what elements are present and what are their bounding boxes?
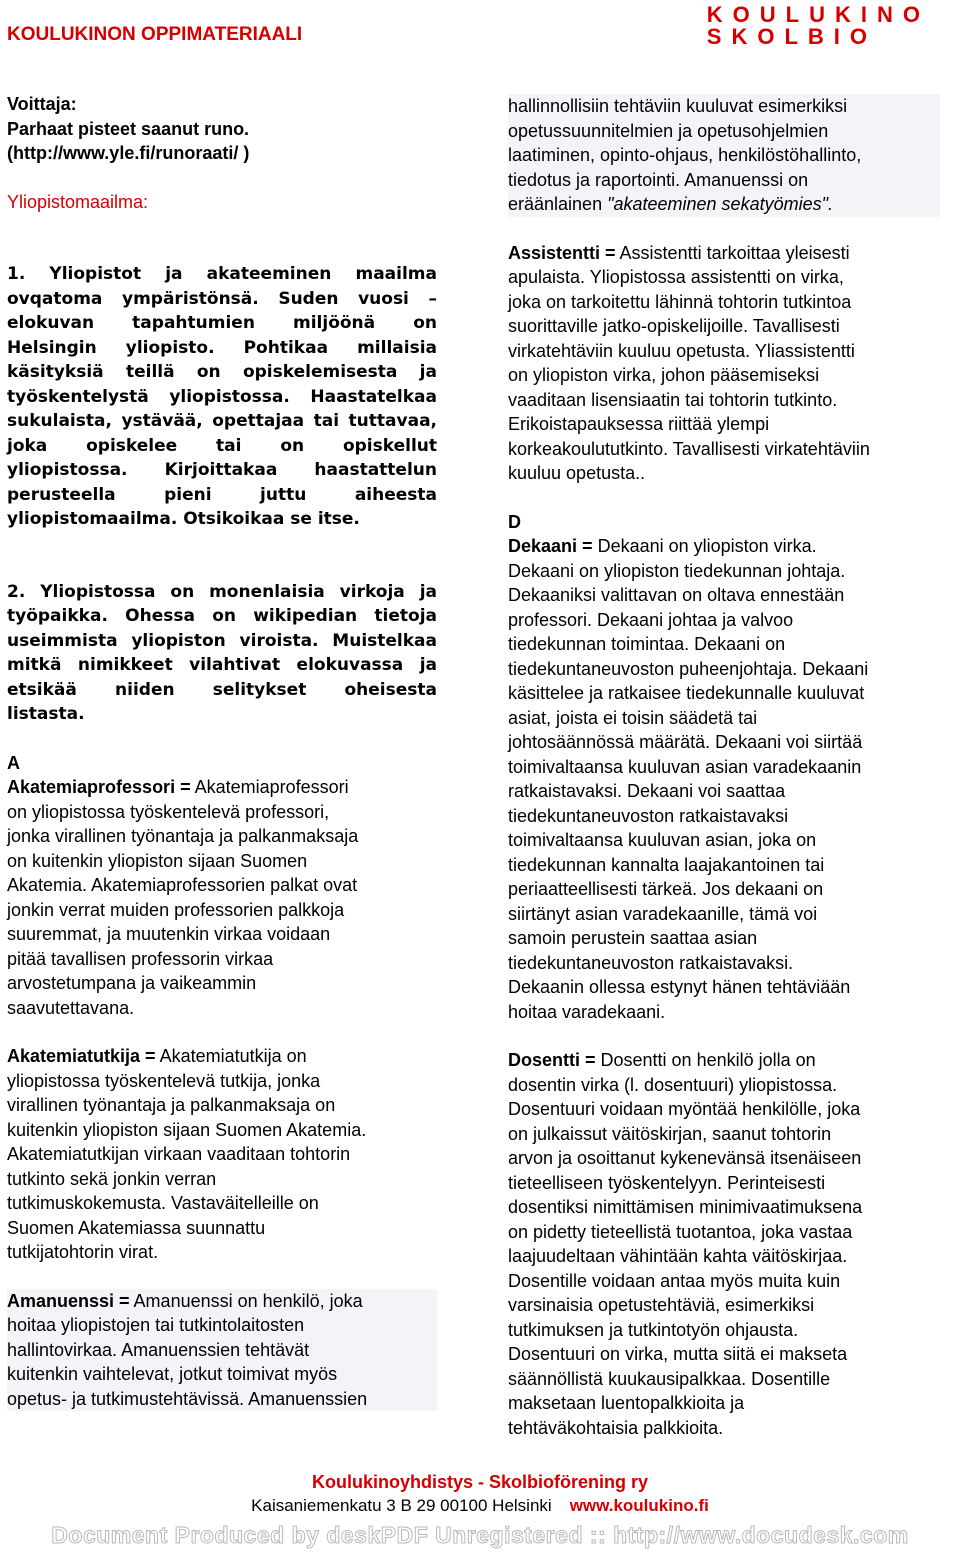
entry-line: korkeakoulututkinto. Tavallisesti virkatehtäviin [508,438,870,459]
task-line: Helsingin yliopisto. Pohtikaa millaisia [7,337,437,358]
watermark: Document Produced by deskPDF Unregistered :: http://www.docudesk.com [51,1522,909,1548]
entry-line: tutkimuksen ja tutkintotyön ohjausta. [508,1319,799,1340]
entry-line: Assistentti tarkoittaa yleisesti [615,242,850,263]
entry-line: virkatehtäviin kuuluu opetusta. Yliassistentti [508,340,855,361]
entry-line: toimivaltaansa kuuluvan asian, joka on [508,830,817,850]
task-2 [7,580,437,727]
logo-line-2: SKOLBIO [706,24,878,49]
task-line: elokuvan tapahtumien miljöönä on [7,313,437,333]
entry-line: Dosentti on henkilö jolla on [595,1050,816,1070]
koulukino-logo [707,4,930,48]
entry-line: on julkaissut väitöskirjan, saanut tohtorin [508,1123,832,1144]
entry-line: tiedekunnan toimintaa. Dekaani on [508,634,786,654]
entry-line: hallintovirkaa. Amanuenssien tehtävät [7,1339,310,1360]
entry-line: tutkimuskokemusta. Vastaväitelleille on [7,1193,319,1213]
entry-line: hallinnollisiin tehtäviin kuuluvat esimerkiksi [508,96,848,116]
entry-line: yliopistossa työskentelevä tutkija, jonka [7,1070,321,1091]
entry-akatemiaprofessori [7,775,437,1020]
task-line: mitkä nimikkeet vilahtivat elokuvassa ja [7,655,437,675]
entry-line: opetus- ja tutkimustehtävissä. Amanuenssien [7,1388,368,1409]
entry-line: jonka virallinen työnantaja ja palkanmaksaja [7,826,359,846]
entry-line: saavutettavana. [7,997,135,1018]
task-line: joka opiskelee tai on opiskellut [7,435,437,456]
entry-line: tiedekuntaneuvoston ratkaistavaksi [508,805,789,826]
entry-term: Akatemiaprofessori = [7,777,191,797]
entry-line: Dosentuuri voidaan myöntää henkilölle, joka [508,1099,861,1119]
entry-line: asiat, joista ei toisin säädetä tai [508,707,758,728]
entry-line: arvostetumpana ja vaikeammin [7,973,257,993]
entry-term: Dosentti = [508,1050,596,1070]
entry-line: tiedotus ja raportointi. Amanuenssi on [508,169,809,190]
entry-line: hoitaa yliopistojen tai tutkintolaitosten [7,1315,305,1335]
entry-assistentti [508,241,940,486]
entry-line: Dekaaniksi valittavan on oltava ennestään [508,585,845,605]
entry-line: Amanuenssi on henkilö, joka [129,1290,363,1311]
letter-a-heading: A [7,752,20,773]
entry-line: Akatemiatutkijan virkaan vaaditaan tohtorin [7,1144,351,1164]
entry-line: pitää tavallisen professorin virkaa [7,948,274,969]
entry-line: suorittaville jatko-opiskelijoille. Tavallisesti [508,316,840,336]
quote-text: "akateeminen sekatyömies". [607,194,833,214]
entry-line: tiedekunnan kannalta laajakantoinen tai [508,854,825,875]
task-line: yliopistossa. Kirjoittakaa haastattelun [7,460,437,480]
entry-line: professori. Dekaani johtaa ja valvoo [508,609,794,630]
entry-line: Dekaanin ollessa estynyt hänen tehtäviään [508,977,851,997]
entry-term: Amanuenssi = [7,1290,130,1311]
left-column [7,92,437,1411]
entry-line: dosentiksi nimittämisen minimivaatimuksena [508,1197,863,1217]
entry-line: on yliopiston virka, johon pääsemiseksi [508,365,820,385]
footer-address-line [0,1496,960,1516]
winner-label: Voittaja: [7,94,77,114]
entry-line: jonkin verrat muiden professorien palkkoja [7,899,345,920]
entry-dosentti [508,1048,940,1440]
entry-line: opetussuunnitelmien ja opetusohjelmien [508,120,829,141]
entry-line: vaaditaan lisensiaatin tai tohtorin tutkinto. [508,389,838,410]
entry-line: periaatteellisesti tärkeä. Jos dekaani on [508,879,824,899]
entry-line: samoin perustein saattaa asian [508,928,758,948]
entry-line: eräänlainen [508,194,608,214]
entry-line: dosentin virka (l. dosentuuri) yliopistossa. [508,1074,838,1095]
task-line: listasta. [7,704,85,724]
letter-d-heading: D [508,511,521,532]
entry-line: Dosentille voidaan antaa myös muita kuin [508,1270,841,1291]
winner-line: Parhaat pisteet saanut runo. [7,118,250,139]
entry-amanuenssi-continued [508,94,940,217]
entry-line: laatiminen, opinto-ohjaus, henkilöstöhallinto, [508,145,862,165]
footer-address: Kaisaniemenkatu 3 B 29 00100 Helsinki [251,1496,552,1515]
winner-link[interactable]: (http://www.yle.fi/runoraati/ ) [7,143,250,163]
entry-line: Dekaani on yliopiston virka. [592,536,817,556]
entry-line: maksetaan luentopalkkioita ja [508,1393,745,1413]
entry-line: hoitaa varadekaani. [508,1001,666,1022]
logo-line-1: KOULUKINO [706,2,930,27]
entry-term: Assistentti = [508,242,616,263]
section-heading: Yliopistomaailma: [7,191,149,212]
entry-term: Dekaani = [508,536,593,556]
header-title: KOULUKINON OPPIMATERIAALI [7,24,303,45]
entry-dekaani [508,534,940,1024]
entry-line: ratkaistavaksi. Dekaani voi saattaa [508,781,786,801]
entry-line: tehtäväkohtaisia palkkioita. [508,1417,724,1438]
entry-line: on kuitenkin yliopiston sijaan Suomen [7,850,308,871]
entry-line: arvon ja osoittanut kykenevänsä itsenäiseen [508,1148,862,1168]
task-line: ovqatoma ympäristönsä. Suden vuosi – [7,288,437,309]
entry-line: Akatemiatutkija on [155,1046,307,1066]
entry-line: Dekaani on yliopiston tiedekunnan johtaja. [508,560,846,581]
entry-line: säännöllistä kuukausipalkkaa. Dosentille [508,1368,831,1389]
task-line: yliopistomaailma. Otsikoikaa se itse. [7,509,360,529]
footer-org: Koulukinoyhdistys - Skolbioförening ry [311,1472,649,1492]
entry-line: Akatemia. Akatemiaprofessorien palkat ovat [7,875,358,895]
entry-line: on pidetty tieteellistä tuotantoa, joka vastaa [508,1221,853,1242]
entry-line: Akatemiaprofessori [190,777,349,797]
entry-line: tiedekuntaneuvoston puheenjohtaja. Dekaani [508,658,869,679]
entry-line: Dosentuuri on virka, mutta siitä ei makseta [508,1344,848,1364]
task-line: käsityksiä teillä on opiskelemisesta ja [7,362,437,382]
entry-line: virallinen työnantaja ja palkanmaksaja on [7,1095,336,1115]
entry-amanuenssi [7,1289,437,1412]
entry-line: apulaista. Yliopistossa assistentti on virka, [508,267,844,287]
entry-line: joka on tarkoitettu lähinnä tohtorin tutkintoa [508,291,852,312]
task-line: työpaikka. Ohessa on wikipedian tietoja [7,606,437,626]
task-line: työskentelystä yliopistossa. Haastatelkaa [7,386,437,407]
entry-line: kuitenkin vaihtelevat, jotkut toimivat myös [7,1364,338,1384]
entry-line: tutkijatohtorin virat. [7,1242,159,1262]
right-column [508,94,940,1440]
entry-line: laajuudeltaan vähintään kahta väitöskirjaa. [508,1246,848,1266]
entry-line: Suomen Akatemiassa suunnattu [7,1217,266,1238]
entry-line: on yliopistossa työskentelevä professori, [7,801,330,822]
entry-line: tieteelliseen työskentelyyn. Perinteisesti [508,1172,826,1193]
entry-line: kuitenkin yliopiston sijaan Suomen Akatemia. [7,1119,367,1140]
entry-term: Akatemiatutkija = [7,1046,156,1066]
entry-line: kuuluu opetusta.. [508,463,646,483]
entry-line: suuremmat, ja muutenkin virkaa voidaan [7,924,331,944]
entry-line: toimivaltaansa kuuluvan asian varadekaanin [508,756,862,777]
entry-line: tiedekuntaneuvoston ratkaistavaksi. [508,952,794,973]
entry-line: käsittelee ja ratkaisee tiedekunnalle kuuluvat [508,683,865,703]
task-1 [7,262,437,532]
entry-line: varsinaisia opetustehtäviä, esimerkiksi [508,1295,815,1315]
task-line: useimmista yliopiston viroista. Muistelkaa [7,630,437,651]
entry-line: siirtänyt asian varadekaanille, tämä voi [508,903,818,924]
task-line: sukulaista, ystävää, opettajaa tai tuttavaa, [7,411,437,431]
entry-line: tutkinto sekä jonkin verran [7,1168,217,1189]
task-line: perusteella pieni juttu aiheesta [7,484,437,505]
footer-website-link[interactable]: www.koulukino.fi [569,1496,709,1515]
entry-akatemiatutkija [7,1044,437,1265]
entry-line: Erikoistapauksessa riittää ylempi [508,414,770,434]
entry-line: johtosäännössä määrätä. Dekaani voi siirtää [508,732,863,752]
task-line: 1. Yliopistot ja akateeminen maailma [7,264,437,284]
task-line: etsikää niiden selitykset oheisesta [7,679,437,700]
task-line: 2. Yliopistossa on monenlaisia virkoja ja [7,581,437,602]
